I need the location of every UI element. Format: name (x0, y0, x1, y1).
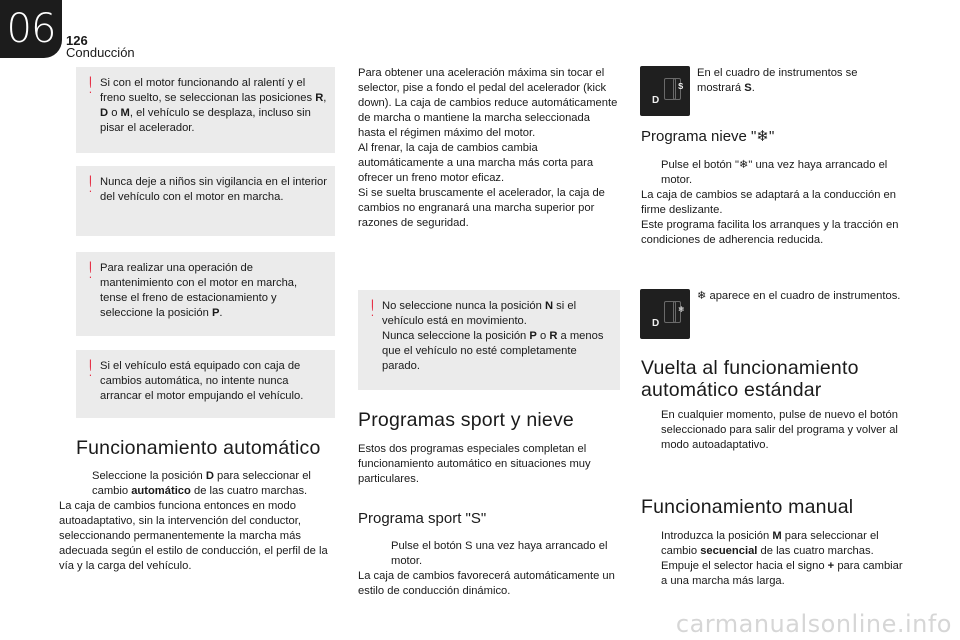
page-number: 126 (66, 33, 88, 48)
warning-icon: ! (86, 357, 95, 382)
heading-manual: Funcionamiento manual (641, 496, 854, 518)
heading-return-auto: Vuelta al funcionamiento automático estándar (641, 357, 859, 401)
warning-box-neutral-moving: ! No seleccione nunca la posición N si el vehículo está en movimiento. Nunca seleccione la posición P o R a menos que el vehículo no esté completamente parado. (358, 290, 620, 390)
watermark: carmanualsonline.info (675, 610, 952, 638)
snow-display-text: ❄ aparece en el cuadro de instrumentos. (697, 290, 901, 302)
bullet-icon (645, 408, 661, 453)
instrument-panel-sport-image: D S (640, 66, 690, 116)
sport-body: Pulse el botón S una vez haya arrancado el motor. La caja de cambios favorecerá automáticamente un estilo de conducción dinámico. (375, 539, 620, 599)
kickdown-text: Para obtener una aceleración máxima sin tocar el selector, pise a fondo el pedal del acelerador (kick down). La caja de cambios reduce automáticamente de marcha o mantiene la marcha seleccionada hasta el régimen máximo del motor. Al frenar, la caja de cambios cambia automáticamente a una marcha más corta para ofrecer un freno motor eficaz. Si se suelta bruscamente el acelerador, la caja de cambios no engranará una marcha superior por razones de seguridad. (358, 67, 618, 229)
warning-box-neutral-idle: ! Si con el motor funcionando al ralentí y el freno suelto, se seleccionan las posiciones R, D o M, el vehículo se desplaza, incluso sin pisar el acelerador. (76, 67, 335, 153)
warning-box-children: ! Nunca deje a niños sin vigilancia en el interior del vehículo con el motor en marcha. (76, 166, 335, 236)
instrument-panel-snow-image: D ❄ (640, 289, 690, 339)
warning-icon: ! (368, 297, 377, 322)
bullet-item: Seleccione la posición D para seleccionar el cambio automático de las cuatro marchas. (76, 469, 338, 499)
warning-icon: ! (86, 173, 95, 198)
heading-nieve: Programa nieve "❄" (641, 128, 775, 145)
bullet-item: Pulse el botón "❄" una vez haya arrancado el motor. (645, 158, 903, 188)
warning-icon: ! (86, 259, 95, 284)
bullet-item: Introduzca la posición M para seleccionar el cambio secuencial de las cuatro marchas. (645, 529, 903, 559)
section-title: Conducción (66, 45, 135, 60)
warning-box-maintenance: ! Para realizar una operación de mantenimiento con el motor en marcha, tense el freno de estacionamiento y seleccione la posición P. (76, 252, 335, 336)
bullet-icon (645, 158, 661, 188)
return-auto-body (645, 408, 903, 453)
manual-body (645, 529, 903, 589)
warning-icon: ! (86, 74, 95, 99)
sport-nieve-intro: Estos dos programas especiales completan el funcionamiento automático en situaciones muy particulares. (358, 443, 591, 485)
auto-section-body (59, 469, 338, 574)
heading-automatic: Funcionamiento automático (76, 437, 321, 459)
sport-display-text: En el cuadro de instrumentos se mostrará S. (697, 67, 858, 94)
bullet-item: En cualquier momento, pulse de nuevo el botón seleccionado para salir del programa y volver al modo autoadaptativo. (645, 408, 903, 453)
chapter-tab: 06 (0, 0, 62, 58)
auto-paragraph: La caja de cambios funciona entonces en modo autoadaptativo, sin la intervención del conductor, seleccionando permanentemente la marcha más adecuada según el estilo de conducción, el perfil de la vía y la carga del vehículo. (59, 500, 328, 572)
heading-sport: Programa sport "S" (358, 510, 487, 527)
bullet-item: Empuje el selector hacia el signo + para cambiar a una marcha más larga. (645, 559, 903, 589)
heading-sport-nieve: Programas sport y nieve (358, 409, 574, 431)
nieve-body: Pulse el botón "❄" una vez haya arrancado el motor. La caja de cambios se adaptará a la conducción en firme deslizante. Este programa facilita los arranques y la tracción en condiciones de adherencia reducida. (641, 158, 903, 248)
bullet-item: Pulse el botón S una vez haya arrancado el motor. (375, 539, 620, 569)
warning-box-push-start: ! Si el vehículo está equipado con caja de cambios automática, no intente nunca arrancar el motor empujando el vehículo. (76, 350, 335, 418)
bullet-icon (76, 469, 92, 499)
bullet-icon (375, 539, 391, 569)
bullet-icon (645, 559, 661, 589)
bullet-icon (645, 529, 661, 559)
